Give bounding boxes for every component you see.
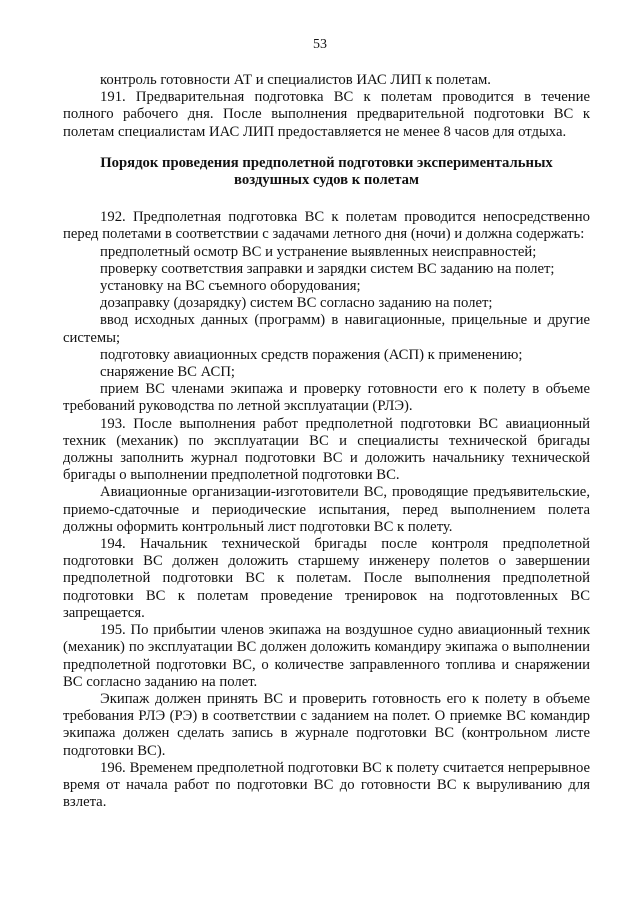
paragraph: 191. Предварительная подготовка ВС к полетам проводится в течение полного рабочего дня. После выполнения предварительной подготовки ВС к полетам специалистам ИАС ЛИП предоставляется не менее 8 часов для отдыха. bbox=[63, 89, 590, 140]
paragraph: 196. Временем предполетной подготовки ВС к полету считается непрерывное время от начала работ по подготовки ВС до готовности ВС к выруливанию для взлета. bbox=[63, 759, 590, 811]
paragraph: Авиационные организации-изготовители ВС, проводящие предъявительские, приемо-сдаточные и периодические испытания, перед выполнением полета должны оформить контрольный лист подготовки ВС к полету. bbox=[63, 484, 590, 535]
list-item: установку на ВС съемного оборудования; bbox=[100, 278, 361, 295]
paragraph: контроль готовности АТ и специалистов ИАС ЛИП к полетам. bbox=[100, 72, 491, 88]
list-item: подготовку авиационных средств поражения (АСП) к применению; bbox=[100, 346, 523, 363]
list-item: прием ВС членами экипажа и проверку готовности его к полету в объеме требований руководства по летной эксплуатации (РЛЭ). bbox=[63, 381, 590, 415]
paragraph: 193. После выполнения работ предполетной подготовки ВС авиационный техник (механик) по эксплуатации ВС и специалисты технической бригады должны заполнить журнал подготовки ВС и доложить начальнику технической бригады о выполнении предполетной подготовки ВС. bbox=[63, 415, 590, 484]
document-body bbox=[63, 72, 590, 811]
paragraph: 194. Начальник технической бригады после контроля предполетной подготовки ВС должен доложить старшему инженеру полетов о завершении предполетной подготовки ВС к полетам. После выполнения предполетной подготовки ВС к полетам проведение тренировок на подготовленных ВС запрещается. bbox=[63, 536, 590, 621]
list-item: проверку соответствия заправки и зарядки систем ВС заданию на полет; bbox=[100, 260, 555, 277]
list-item: снаряжение ВС АСП; bbox=[100, 364, 236, 381]
list-item: дозаправку (дозарядку) систем ВС согласно заданию на полет; bbox=[100, 295, 493, 312]
paragraph: 192. Предполетная подготовка ВС к полетам проводится непосредственно перед полетами в соответствии с задачами летного дня (ночи) и должна содержать: bbox=[63, 209, 590, 243]
paragraph: 195. По прибытии членов экипажа на воздушное судно авиационный техник (механик) по эксплуатации ВС должен доложить командиру экипажа о выполнении предполетной подготовки ВС, о количестве заправленного топлива и снаряжении ВС согласно заданию на полет. bbox=[63, 622, 590, 690]
page-number: 53 bbox=[313, 37, 327, 52]
list-item: предполетный осмотр ВС и устранение выявленных неисправностей; bbox=[100, 243, 537, 260]
paragraph: Экипаж должен принять ВС и проверить готовность его к полету в объеме требования РЛЭ (РЭ) в соответствии с заданием на полет. О приемке ВС командир экипажа должен сделать запись в журнале подготовки ВС (контрольном листе подготовки ВС). bbox=[63, 690, 590, 759]
list-item: ввод исходных данных (программ) в навигационные, прицельные и другие системы; bbox=[63, 312, 590, 346]
section-heading: Порядок проведения предполетной подготовки экспериментальных воздушных судов к полетам bbox=[100, 154, 553, 189]
